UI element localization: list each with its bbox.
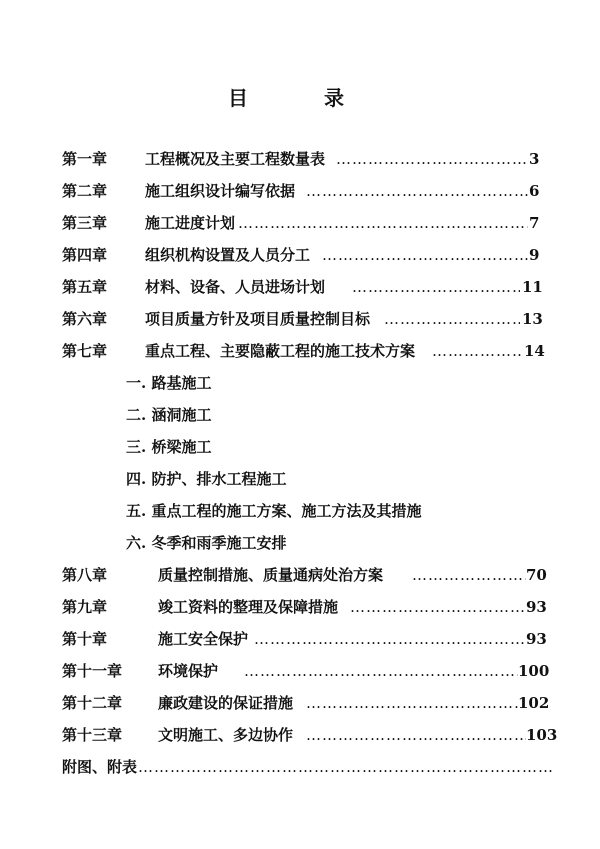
chapter-number: 第七章 (62, 342, 108, 360)
toc-entry[interactable] (0, 179, 600, 203)
chapter-number: 第十三章 (62, 726, 123, 744)
leader-dots (350, 595, 526, 619)
leader-dots (306, 179, 528, 203)
leader-dots (138, 755, 552, 779)
page-number: 93 (526, 630, 547, 648)
chapter-title: 施工进度计划 (145, 214, 236, 232)
subsection-item[interactable]: 六. 冬季和雨季施工安排 (126, 534, 287, 552)
leader-dots (306, 691, 518, 715)
page-number: 11 (522, 278, 543, 296)
toc-entry[interactable] (0, 723, 600, 747)
page-number: 7 (529, 214, 540, 232)
chapter-title: 组织机构设置及人员分工 (145, 246, 311, 264)
subsection-item[interactable]: 一. 路基施工 (126, 374, 212, 392)
leader-dots (412, 563, 526, 587)
leader-dots (254, 627, 526, 651)
chapter-number: 第十二章 (62, 694, 123, 712)
page-number: 102 (518, 694, 550, 712)
chapter-number: 第六章 (62, 310, 108, 328)
toc-entry[interactable] (0, 275, 600, 299)
chapter-title: 环境保护 (158, 662, 219, 680)
toc-entry[interactable] (0, 211, 600, 235)
toc-entry[interactable] (0, 147, 600, 171)
chapter-title: 质量控制措施、质量通病处治方案 (158, 566, 384, 584)
page-number: 9 (529, 246, 540, 264)
chapter-number: 第十一章 (62, 662, 123, 680)
chapter-number: 第十章 (62, 630, 108, 648)
chapter-title: 竣工资料的整理及保障措施 (158, 598, 339, 616)
page-number: 103 (526, 726, 558, 744)
leader-dots (336, 147, 528, 171)
toc-entry[interactable] (0, 307, 600, 331)
page-number: 14 (524, 342, 545, 360)
chapter-title: 施工组织设计编写依据 (145, 182, 296, 200)
toc-entry[interactable] (0, 563, 600, 587)
chapter-number: 第九章 (62, 598, 108, 616)
chapter-title: 文明施工、多边协作 (158, 726, 294, 744)
chapter-number: 第八章 (62, 566, 108, 584)
subsection-item[interactable]: 二. 涵洞施工 (126, 406, 212, 424)
page-number: 70 (526, 566, 547, 584)
toc-appendix[interactable] (0, 755, 600, 779)
chapter-title: 重点工程、主要隐蔽工程的施工技术方案 (145, 342, 416, 360)
chapter-title: 工程概况及主要工程数量表 (145, 150, 326, 168)
leader-dots (352, 275, 520, 299)
leader-dots (244, 659, 518, 683)
page-number: 6 (529, 182, 540, 200)
toc-entry[interactable] (0, 659, 600, 683)
subsection-item[interactable]: 四. 防护、排水工程施工 (126, 470, 287, 488)
leader-dots (322, 243, 528, 267)
leader-dots (432, 339, 522, 363)
appendix-label: 附图、附表 (62, 758, 138, 776)
chapter-number: 第二章 (62, 182, 108, 200)
leader-dots (238, 211, 528, 235)
page-number: 93 (526, 598, 547, 616)
toc-entry[interactable] (0, 691, 600, 715)
toc-entry[interactable] (0, 595, 600, 619)
page-number: 3 (529, 150, 540, 168)
toc-entry[interactable] (0, 627, 600, 651)
leader-dots (384, 307, 520, 331)
subsection-item[interactable]: 三. 桥梁施工 (126, 438, 212, 456)
toc-entry[interactable] (0, 339, 600, 363)
chapter-title: 施工安全保护 (158, 630, 249, 648)
page-title: 目 录 (228, 86, 372, 110)
chapter-title: 项目质量方针及项目质量控制目标 (145, 310, 371, 328)
page-number: 13 (522, 310, 543, 328)
leader-dots (306, 723, 526, 747)
page-number: 100 (518, 662, 550, 680)
toc-entry[interactable] (0, 243, 600, 267)
chapter-number: 第三章 (62, 214, 108, 232)
subsection-item[interactable]: 五. 重点工程的施工方案、施工方法及其措施 (126, 502, 422, 520)
chapter-number: 第一章 (62, 150, 108, 168)
chapter-number: 第四章 (62, 246, 108, 264)
chapter-title: 材料、设备、人员进场计划 (145, 278, 326, 296)
chapter-title: 廉政建设的保证措施 (158, 694, 294, 712)
chapter-number: 第五章 (62, 278, 108, 296)
